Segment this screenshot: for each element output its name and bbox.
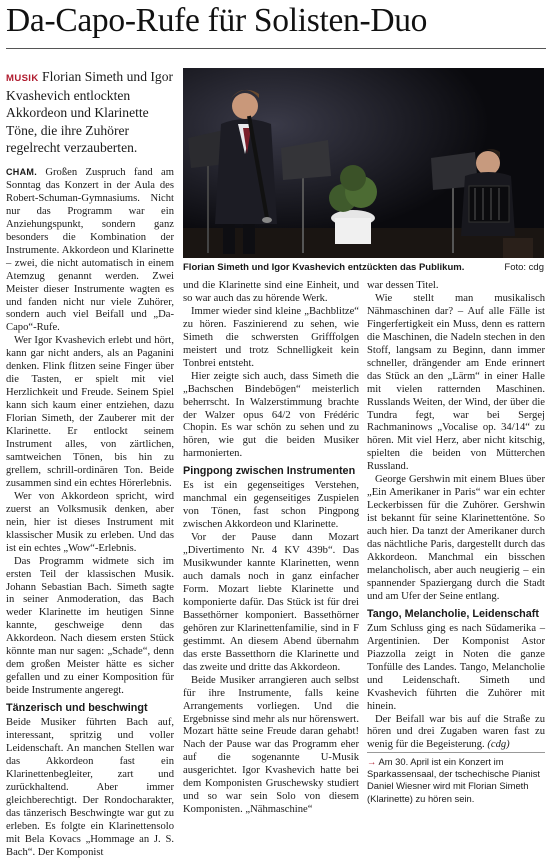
photo-caption — [183, 262, 544, 274]
lead-paragraph — [6, 68, 174, 156]
paragraph: Es ist ein gegenseitiges Verstehen, manchmal ein gegenseitiges Zuspielen von Tönen, fast schon Pingpong zwischen Akkordeon und Klarinette. — [183, 480, 359, 531]
article-column-1 — [6, 166, 174, 860]
concert-note — [367, 752, 545, 805]
subheading: Tango, Melancholie, Leidenschaft — [367, 607, 539, 620]
paragraph: Beide Musiker arrangieren auch selbst für ihre Instrumente, falls keine Arrangements vorliegen. Und die Ergebnisse sind mehr als nur hörenswert. Mozart hätte seine Freude daran gehabt! Nach der Pause war das Programm eher auf die sogenannte U-Musik ausgerichtet. Igor Kvashevich hatte bei dem Komponisten Gruschewsky studiert und so war sein Solo von diesem Komponisten. „Nähmaschine“ — [183, 674, 359, 816]
paragraph: Wie stellt man musikalisch Nähmaschinen dar? – Auf alle Fälle ist Fingerfertigkeit ein Muss, denn es rattern die Maschinen, die Nadeln stechen in den Stoff, langsam zu Beginn, dann immer schneller, drängender am Ende erinnert das Stück an den „Lärm“ in einer Halle mit vielen ratternden Maschinen. Russlands Weiten, der Wind, der über die Tundra fegt, war bei Sergej Rachmaninows „Vocalise op. 34/14“ zu hören. Mit viel Herz, aber nicht kitschig, spielten die beiden von Mütterchen Russland. — [367, 292, 545, 473]
paragraph: war dessen Titel. — [367, 280, 439, 291]
paragraph — [6, 166, 174, 335]
paragraph: Zum Schluss ging es nach Südamerika – Argentinien. Der Komponist Astor Piazzolla zeigt in Noten die ganze Tonfülle des Landes. Tango, Melancholie und Leidenschaft. Simeth und Kvashevich führten die Zuhörer mit hinein. — [367, 622, 545, 712]
paragraph: und die Klarinette sind eine Einheit, und so war auch das zu hörende Werk. — [183, 280, 359, 304]
subheading: Pingpong zwischen Instrumenten — [183, 465, 356, 478]
article-column-2 — [183, 280, 359, 817]
paragraph: Wer von Akkordeon spricht, wird zuerst an Volksmusik denken, aber nein, hier ist dieses Instrument mit klassischer Musik zu erleben. Und das ist ein echtes „Wow“-Erlebnis. — [6, 490, 174, 554]
concert-photo-illustration — [183, 68, 544, 258]
paragraph: George Gershwin mit einem Blues über „Ein Amerikaner in Paris“ war ein echter Leckerbissen für die Zuhörer. Gershwin ist bekannt für seine Klarinettentöne. So auch hier. Da tanzt der Amerikaner durch das nächtliche Paris, dargestellt durch das Akkordeon. Manchmal ein bisschen melancholisch, aber auch neugierig – ein spannender Spaziergang durch die Stadt und am Ufer der Seine entlang. — [367, 474, 545, 602]
paragraph: Wer Igor Kvashevich erlebt und hört, kann gar nicht anders, als an Paganini denken. Flink flitzen seine Finger über die Tasten, er spielt mit viel Herzlichkeit und Freude. Seinem Spiel kann sich kaum einer entziehen, dazu Florian Simeth, der Zauberer mit der Klarinette. Er entlockt seinem Instrument alles, von zärtlichen, samtweichen Tönen, bis hin zu grellem, schrill-ordinären Ton. Beide zusammen sind ein echtes Hörerlebnis. — [6, 335, 174, 489]
paragraph: Hier zeigte sich auch, dass Simeth die „Bachschen Bindebögen“ meisterlich beherrscht. In Walzerstimmung brachte der Walzer opus 64/2 von Frédéric Chopin. Es war schön zu sehen und zu hören, wie gut die beiden Musiker harmonierten. — [183, 370, 359, 460]
paragraph-text: Großen Zuspruch fand am Sonntag das Konzert in der Aula des Robert-Schuman-Gymnasiums. Nicht nur das Programm war ein Anziehungspunkt, sondern ganz besonders die Kombination der Instrumente. Akkordeon und Klarinette – zwei, die nicht automatisch in einem Atemzug genannt werden. Zwei Meister dieser Instrumente wagten es und fanden nicht nur viele Zuhörer, sondern auch viel Beifall und „Da-Capo“-Rufe. — [6, 167, 174, 334]
headline: Da-Capo-Rufe für Solisten-Duo — [6, 2, 428, 39]
paragraph-text: Der Beifall war bis auf die Straße zu hören und drei Zugaben waren fast zu wenig für die Begeisterung. — [367, 713, 545, 751]
paragraph: Vor der Pause dann Mozart „Divertimento Nr. 4 KV 439b“. Das Musikwunder kannte Klarinetten, wenn auch damals noch in ganz einfacher Form. Mozart liebte Klarinette und komponierte dafür. Das Stück ist für drei Bassethörner komponiert. Bassethörner gehören zur Klarinettenfamilie, sind in F gestimmt. An diesem Abend übernahm das erste Bassetthorn die Klarinette und das zweite und dritte das Akkordeon. — [183, 532, 359, 673]
article-column-3 — [367, 280, 545, 752]
arrow-icon: → — [367, 756, 377, 767]
subheading: Tänzerisch und beschwingt — [6, 702, 148, 715]
concert-photo — [183, 68, 544, 258]
dateline: CHAM. — [6, 167, 37, 177]
headline-rule — [6, 48, 546, 49]
photo-credit: Foto: cdg — [504, 262, 544, 273]
paragraph: Das Programm widmete sich im ersten Teil der klassischen Musik. Johann Sebastian Bach. Simeth sagte in seiner Anmoderation, das Bach weder Klarinette im heutigen Sinne kannte, geschweige denn das Akkordeon. Nach diesem ersten Stück könnte man nur sagen: „Schade“, denn dem großen Meister hätte es sicher gefallen und zu einer Komposition für beide Instrumente angeregt. — [6, 555, 174, 697]
paragraph — [367, 714, 545, 753]
caption-text: Florian Simeth und Igor Kvashevich entzückten das Publikum. — [183, 262, 465, 273]
note-text: Am 30. April ist ein Konzert im Sparkassensaal, der tschechische Pianist Daniel Wiesner wird mit Florian Simeth (Klarinette) zu hören sein. — [367, 756, 541, 804]
section-tag: MUSIK — [6, 73, 39, 84]
paragraph: Immer wieder sind kleine „Bachblitze“ zu hören. Faszinierend zu sehen, wie Simeth die schwersten Grifffolgen meistert und trotz Schnelligkeit kein Tonbrei entsteht. — [183, 305, 359, 369]
lead-text: Florian Simeth und Igor Kvashevich entlockten Akkordeon und Klarinette Töne, die ihre Zuhörer regelrecht verzauberten. — [6, 69, 174, 155]
paragraph: Beide Musiker führten Bach auf, interessant, spritzig und voller Leidenschaft. An manchen Stellen war das Akkordeon fast ein Klarinettenbegleiter, zart und zurückhaltend. Aber immer gleichberechtigt. Der Rondocharakter, das tänzerisch Beschwingte war gut zu erleben. Es folgte ein Klarinettensolo mit Bela Kovacs „Hommage an J. S. Bach“. Der Komponist — [6, 717, 174, 858]
author-signature: (cdg) — [487, 739, 510, 751]
